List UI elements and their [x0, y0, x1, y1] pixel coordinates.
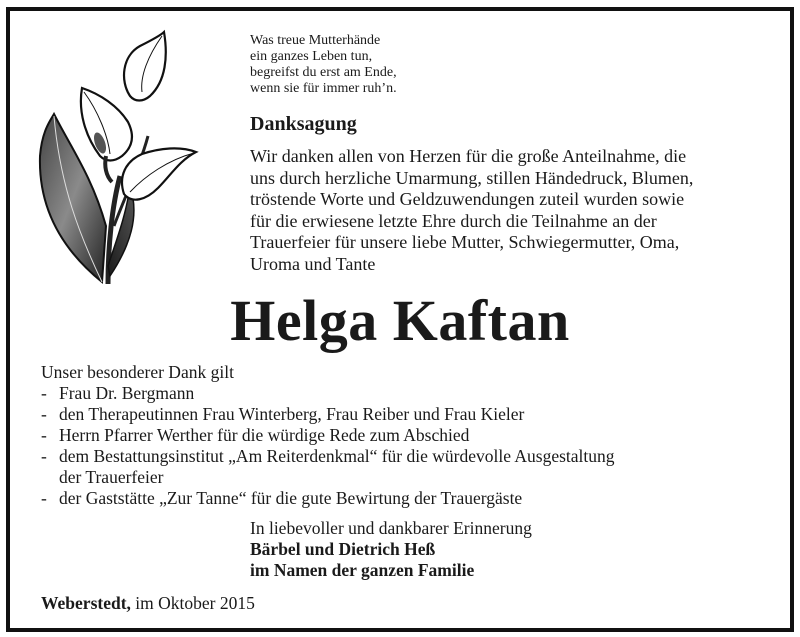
thanks-list — [41, 383, 741, 509]
list-item-text: der Trauerfeier — [59, 467, 164, 487]
thanks-line: Trauerfeier für unsere liebe Mutter, Schwiegermutter, Oma, — [250, 232, 680, 253]
list-item — [41, 488, 741, 509]
list-dash: - — [41, 404, 47, 424]
list-item-text: Frau Dr. Bergmann — [59, 383, 195, 403]
thanks-line: Wir danken allen von Herzen für die große Anteilnahme, die — [250, 146, 687, 166]
thanks-line: für die erwiesene letzte Ehre durch die Teilnahme an der — [250, 210, 657, 231]
poem-line: begreifst du erst am Ende, — [250, 65, 397, 80]
place-date-text: im Oktober 2015 — [130, 593, 255, 613]
poem — [250, 33, 397, 97]
signatories: Bärbel und Dietrich Heß — [250, 539, 436, 559]
place-town: Weberstedt, — [41, 593, 131, 613]
list-item — [41, 425, 741, 446]
list-item-text: Herrn Pfarrer Werther für die würdige Rede zum Abschied — [59, 425, 470, 445]
place-date — [41, 593, 255, 614]
list-dash: - — [41, 425, 47, 445]
family-line: im Namen der ganzen Familie — [250, 560, 475, 580]
calla-lily-illustration — [30, 26, 202, 288]
thanks-paragraph — [250, 146, 762, 276]
closing-block — [250, 518, 532, 581]
special-thanks-intro: Unser besonderer Dank gilt — [41, 362, 234, 382]
list-item-text: dem Bestattungsinstitut „Am Reiterdenkmal“ für die würdevolle Ausgestaltung — [59, 446, 615, 466]
list-item — [41, 446, 741, 488]
list-item — [41, 383, 741, 404]
poem-line: Was treue Mutterhände — [250, 33, 381, 48]
closing-line: In liebevoller und dankbarer Erinnerung — [250, 518, 532, 538]
thanks-line: tröstende Worte und Geldzuwendungen zuteil wurden sowie — [250, 189, 685, 210]
list-item — [41, 404, 741, 425]
list-dash: - — [41, 446, 47, 466]
thanks-line: uns durch herzliche Umarmung, stillen Händedruck, Blumen, — [250, 167, 694, 188]
poem-line: wenn sie für immer ruh’n. — [250, 81, 397, 96]
list-item-text: der Gaststätte „Zur Tanne“ für die gute Bewirtung der Trauergäste — [59, 488, 523, 508]
list-dash: - — [41, 488, 47, 508]
list-item-text: den Therapeutinnen Frau Winterberg, Frau Reiber und Frau Kieler — [59, 404, 525, 424]
thanks-line: Uroma und Tante — [250, 253, 376, 274]
poem-line: ein ganzes Leben tun, — [250, 49, 373, 64]
deceased-name: Helga Kaftan — [230, 288, 570, 353]
heading-danksagung: Danksagung — [250, 113, 357, 135]
list-dash: - — [41, 383, 47, 403]
